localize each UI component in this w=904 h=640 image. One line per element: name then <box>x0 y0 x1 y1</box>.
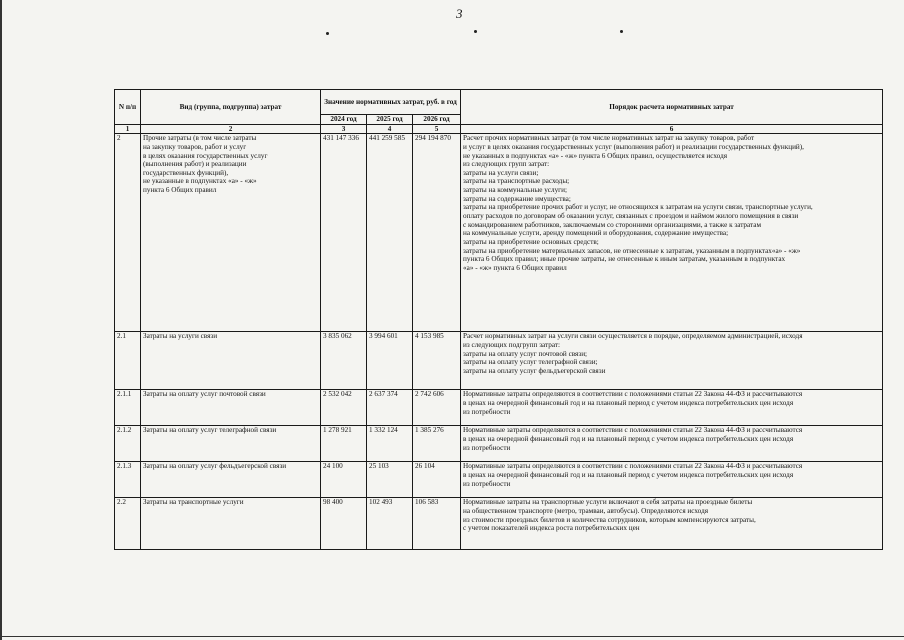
row-num: 2.1.2 <box>115 426 141 462</box>
col-number: 2 <box>141 124 321 134</box>
row-value-2026: 106 583 <box>413 498 461 550</box>
row-kind: Затраты на оплату услуг фельдъегерской связи <box>141 462 321 498</box>
col-number: 5 <box>413 124 461 134</box>
row-kind: Затраты на оплату услуг почтовой связи <box>141 390 321 426</box>
table-row <box>115 498 883 550</box>
row-value-2024: 24 100 <box>321 462 367 498</box>
row-num: 2.2 <box>115 498 141 550</box>
row-value-2024: 1 278 921 <box>321 426 367 462</box>
table-row <box>115 426 883 462</box>
row-num: 2.1.1 <box>115 390 141 426</box>
row-method: Нормативные затраты определяются в соответствии с положениями статьи 22 Закона 44-ФЗ и рассчитываются в ценах на очередной финансовый год и на плановый период с учетом индекса потребительских цен исходя из потребности <box>461 426 883 462</box>
row-method: Расчет нормативных затрат на услуги связи осуществляется в порядке, определяемом администрацией, исходя из следующих подгрупп затрат: затраты на оплату услуг почтовой связи; затраты на оплату услуг телеграфной связи; затраты на оплату услуг фельдъегерской связи <box>461 332 883 390</box>
scan-speck <box>620 30 623 33</box>
col-number: 6 <box>461 124 883 134</box>
row-value-2026: 2 742 606 <box>413 390 461 426</box>
col-number: 3 <box>321 124 367 134</box>
row-method: Нормативные затраты на транспортные услуги включают в себя затраты на проездные билеты на общественном транспорте (метро, трамваи, автобусы). Определяются исходя из стоимости проездных билетов и количества сотрудников, которым компенсируются затраты, с учетом показателей индекса роста потребительских цен <box>461 498 883 550</box>
row-num: 2.1.3 <box>115 462 141 498</box>
scan-speck <box>326 32 329 35</box>
row-value-2025: 102 493 <box>367 498 413 550</box>
table-row <box>115 332 883 390</box>
row-num: 2.1 <box>115 332 141 390</box>
table-row <box>115 462 883 498</box>
header-values-group: Значение нормативных затрат, руб. в год <box>321 90 461 115</box>
table-row <box>115 390 883 426</box>
row-value-2024: 431 147 336 <box>321 134 367 332</box>
row-value-2026: 1 385 276 <box>413 426 461 462</box>
header-num: N п/п <box>115 90 141 125</box>
row-value-2024: 2 532 042 <box>321 390 367 426</box>
scan-edge <box>0 0 2 640</box>
row-value-2025: 441 259 585 <box>367 134 413 332</box>
page-number: 3 <box>456 6 463 21</box>
row-kind: Затраты на услуги связи <box>141 332 321 390</box>
row-value-2025: 1 332 124 <box>367 426 413 462</box>
row-method: Нормативные затраты определяются в соответствии с положениями статьи 22 Закона 44-ФЗ и рассчитываются в ценах на очередной финансовый год и на плановый период с учетом индекса потребительских цен исходя из потребности <box>461 390 883 426</box>
cost-norms-table <box>114 89 883 550</box>
row-value-2025: 25 103 <box>367 462 413 498</box>
row-num: 2 <box>115 134 141 332</box>
row-value-2025: 3 994 601 <box>367 332 413 390</box>
row-value-2026: 26 104 <box>413 462 461 498</box>
header-method: Порядок расчета нормативных затрат <box>461 90 883 125</box>
scan-speck <box>474 30 477 33</box>
scan-edge <box>0 636 904 637</box>
row-kind: Прочие затраты (в том числе затраты на закупку товаров, работ и услуг в целях оказания государственных услуг (выполнения работ) и реализации государственных функций), не указанные в подпунктах «а» - «ж» пункта 6 Общих правил <box>141 134 321 332</box>
col-number: 1 <box>115 124 141 134</box>
row-method: Нормативные затраты определяются в соответствии с положениями статьи 22 Закона 44-ФЗ и рассчитываются в ценах на очередной финансовый год и на плановый период с учетом индекса потребительских цен исходя из потребности <box>461 462 883 498</box>
header-year: 2026 год <box>413 115 461 125</box>
row-kind: Затраты на оплату услуг телеграфной связи <box>141 426 321 462</box>
header-kind: Вид (группа, подгруппа) затрат <box>141 90 321 125</box>
row-value-2026: 4 153 985 <box>413 332 461 390</box>
row-value-2024: 3 835 062 <box>321 332 367 390</box>
row-method: Расчет прочих нормативных затрат (в том числе нормативных затрат на закупку товаров, работ и услуг в целях оказания государственных услуг (выполнения работ) и реализации государственных функций), не указанных в подпунктах «а» - «ж» пункта 6 Общих правил, осуществляется исходя из следующих групп затрат: затраты на услуги связи; затраты на транспортные расходы; затраты на коммунальные услуги; затраты на содержание имущества; затраты на приобретение прочих работ и услуг, не относящихся к затратам на услуги связи, транспортные услуги, оплату расходов по договорам об оказании услуг, связанных с проездом и наймом жилого помещения в связи с командированием работников, заключаемым со сторонними организациями, а также к затратам на коммунальные услуги, аренду помещений и оборудования, содержание имущества; затраты на приобретение основных средств; затраты на приобретение материальных запасов, не отнесенные к затратам, указанным в подпунктах«а» - «ж» пункта 6 Общих правил; иные прочие затраты, не отнесенные к иным затратам, указанным в подпунктах «а» - «ж» пункта 6 Общих правил <box>461 134 883 332</box>
header-year: 2025 год <box>367 115 413 125</box>
table-row <box>115 134 883 332</box>
header-year: 2024 год <box>321 115 367 125</box>
row-value-2026: 294 194 870 <box>413 134 461 332</box>
row-value-2024: 98 400 <box>321 498 367 550</box>
row-kind: Затраты на транспортные услуги <box>141 498 321 550</box>
row-value-2025: 2 637 374 <box>367 390 413 426</box>
col-number: 4 <box>367 124 413 134</box>
